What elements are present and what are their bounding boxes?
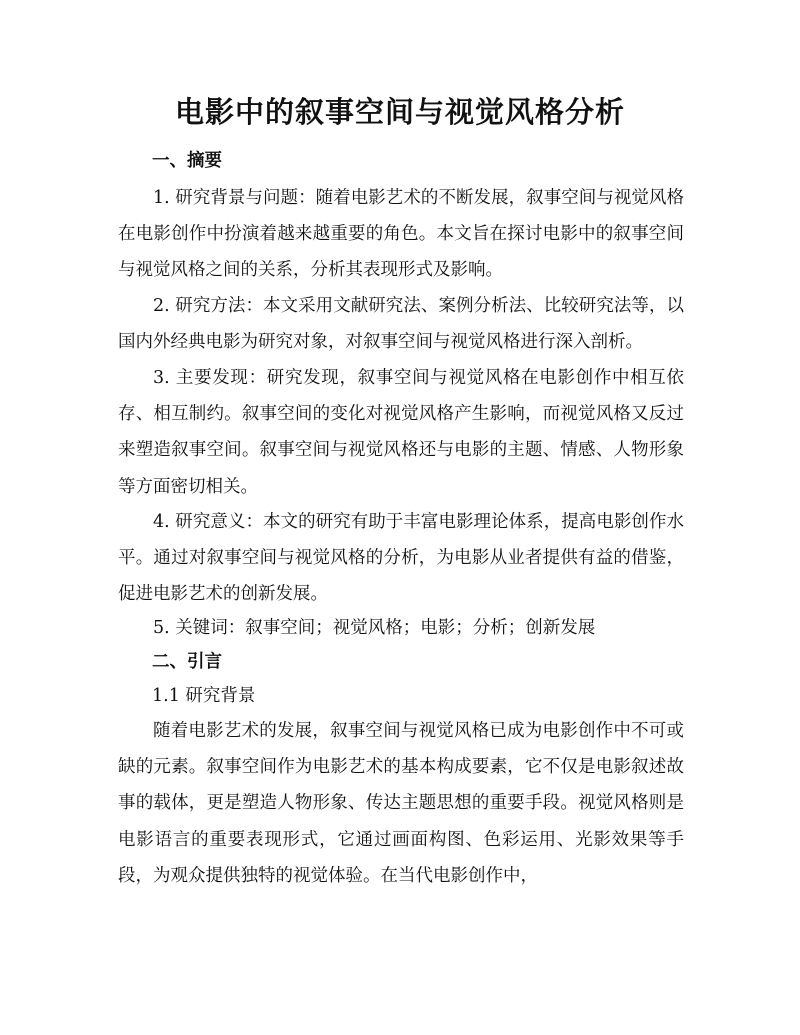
abstract-paragraph-keywords: 5. 关键词：叙事空间；视觉风格；电影；分析；创新发展 [153,618,596,638]
abstract-paragraph-significance: 4. 研究意义：本文的研究有助于丰富电影理论体系，提高电影创作水平。通过对叙事空间与视觉风格的分析，为电影从业者提供有益的借鉴，促进电影艺术的创新发展。 [118,512,684,605]
section-heading-introduction: 二、引言 [152,652,222,672]
document-title: 电影中的叙事空间与视觉风格分析 [174,95,625,129]
abstract-paragraph-findings: 3. 主要发现：研究发现，叙事空间与视觉风格在电影创作中相互依存、相互制约。叙事空间的变化对视觉风格产生影响，而视觉风格又反过来塑造叙事空间。叙事空间与视觉风格还与电影的主题、情感、人物形象等方面密切相关。 [118,368,684,497]
section-heading-abstract: 一、摘要 [152,151,222,171]
subsection-heading-background: 1.1 研究背景 [152,686,256,706]
introduction-paragraph: 随着电影艺术的发展，叙事空间与视觉风格已成为电影创作中不可或缺的元素。叙事空间作为电影艺术的基本构成要素，它不仅是电影叙述故事的载体，更是塑造人物形象、传达主题思想的重要手段。视觉风格则是电影语言的重要表现形式，它通过画面构图、色彩运用、光影效果等手段，为观众提供独特的视觉体验。在当代电影创作中， [118,721,684,886]
abstract-paragraph-background: 1. 研究背景与问题：随着电影艺术的不断发展，叙事空间与视觉风格在电影创作中扮演着越来越重要的角色。本文旨在探讨电影中的叙事空间与视觉风格之间的关系，分析其表现形式及影响。 [118,188,684,281]
abstract-paragraph-method: 2. 研究方法：本文采用文献研究法、案例分析法、比较研究法等，以国内外经典电影为研究对象，对叙事空间与视觉风格进行深入剖析。 [118,296,684,353]
